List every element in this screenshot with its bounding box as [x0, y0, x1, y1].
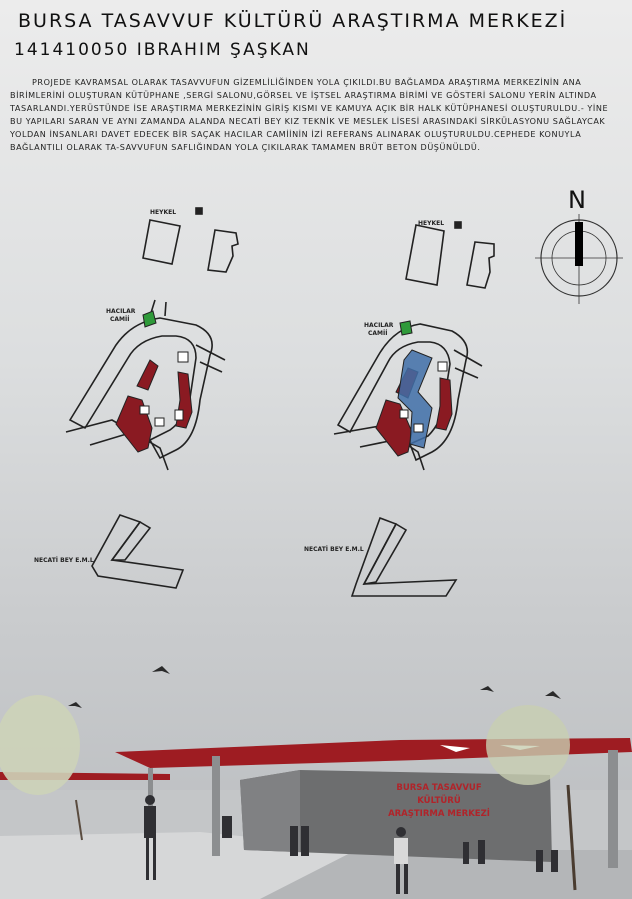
mosque-marker-right: [400, 321, 412, 335]
label-hacilar-right-1: HACILAR: [364, 322, 394, 329]
building-sign-line1: BURSA TASAVVUF KÜLTÜRÜ: [396, 783, 482, 806]
label-hacilar-left-1: HACILAR: [106, 308, 136, 315]
building-sign-line2: ARAŞTIRMA MERKEZİ: [388, 809, 490, 819]
label-necati-right: NECATİ BEY E.M.L: [304, 546, 364, 553]
poster-subtitle: 141410050 IBRAHIM ŞAŞKAN: [14, 40, 311, 60]
label-necati-left: NECATİ BEY E.M.L: [34, 557, 94, 564]
mosque-marker-left: [143, 311, 156, 327]
site-sketch-left: [66, 208, 238, 588]
label-heykel-right: HEYKEL: [418, 220, 445, 227]
building-sign: [384, 782, 494, 821]
north-compass: [535, 214, 623, 304]
render-scene: [0, 666, 632, 899]
poster-title: BURSA TASAVVUF KÜLTÜRÜ ARAŞTIRMA MERKEZİ: [18, 10, 568, 32]
label-hacilar-left-2: CAMİİ: [110, 316, 130, 323]
compass-north-label: N: [568, 186, 586, 214]
label-hacilar-right-2: CAMİİ: [368, 330, 388, 337]
label-heykel-left: HEYKEL: [150, 209, 177, 216]
project-description: PROJEDE KAVRAMSAL OLARAK TASAVVUFUN GİZEMLİLİĞİNDEN YOLA ÇIKILDI.BU BAĞLAMDA ARAŞTIRMA MERKEZİNİN ANA BİRİMLERİNİ OLUŞTURAN KÜTÜPHANE ,SERGİ SALONU,GÖRSEL VE İŞTSEL ARAŞTIRMA BİRİMİ VE GÖSTERİ SALONU YERİN ALTINDA TASARLANDI.YERÜSTÜNDE İSE ARAŞTIRMA MERKEZİNİN GİRİŞ KISMI VE KAMUYA AÇIK BİR HALK KÜTÜPHANESİ OLUŞTURULDU.- YİNE BU YAPILARI SARAN VE AYNI ZAMANDA ALANDA NECATİ BEY KIZ TEKNİK VE MESLEK LİSESİ ARASINDAKİ SİRKÜLASYONU SAĞLAYCAK YOLDAN İNSANLARI DAVET EDECEK BİR SAÇAK HACILAR CAMİİNİN İZİ REFERANS ALINARAK OLUŞTURULDU.CEPHEDE KONUYLA BAĞLANTILI OLARAK TA-SAVVUFUN SAFLIĞINDAN YOLA ÇIKILARAK TAMAMEN BRÜT BETON DÜŞÜNÜLDÜ.: [10, 77, 609, 152]
